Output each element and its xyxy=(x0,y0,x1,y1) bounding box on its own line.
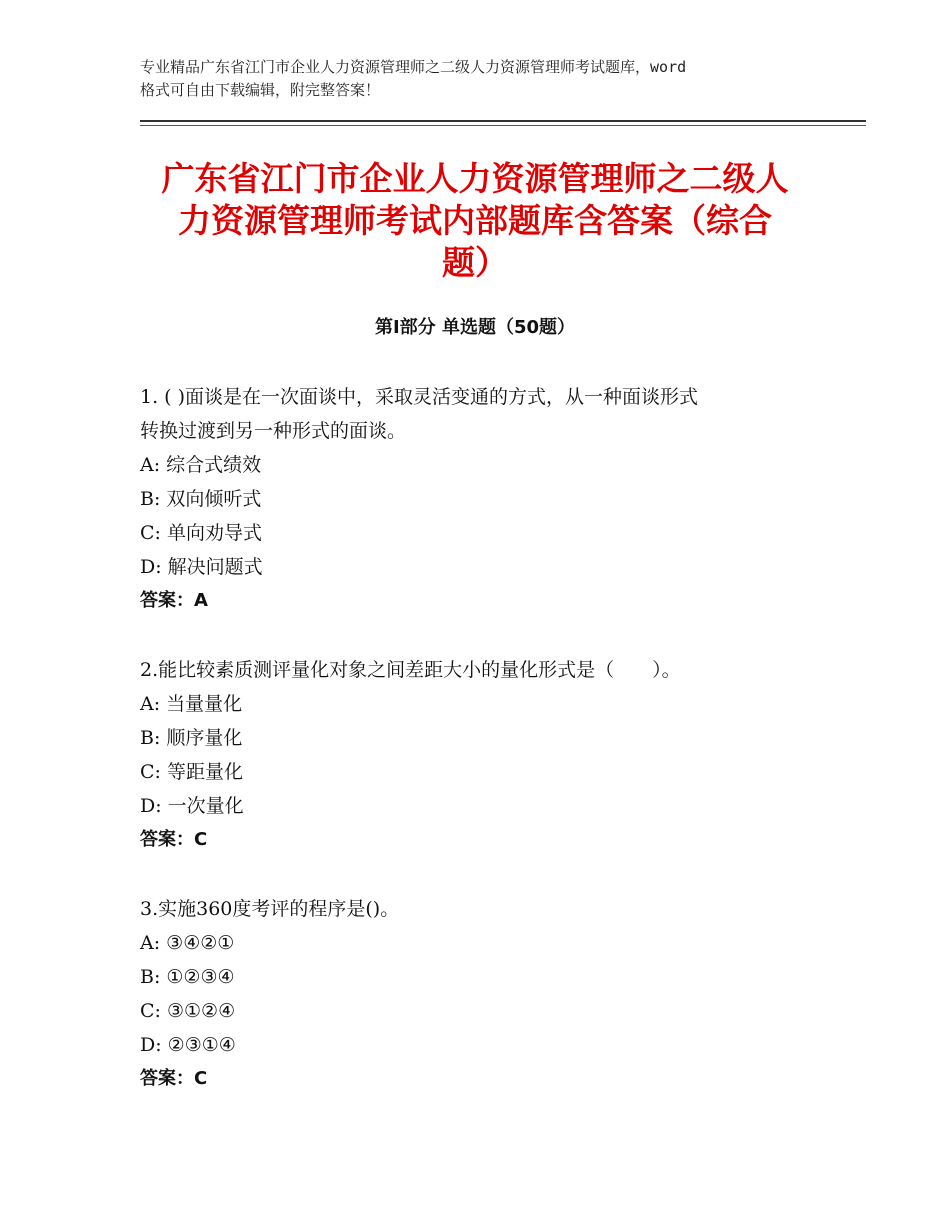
option-d: D: 解决问题式 xyxy=(140,556,263,578)
answer: 答案：A xyxy=(140,590,208,611)
question-2 xyxy=(140,653,820,857)
answer: 答案：C xyxy=(140,1068,208,1089)
option-b: B: ①②③④ xyxy=(140,966,235,988)
title-line: 题） xyxy=(442,243,508,282)
header-note-line: 专业精品广东省江门市企业人力资源管理师之二级人力资源管理师考试题库，word xyxy=(140,58,687,76)
option-c: C: 等距量化 xyxy=(140,761,243,783)
option-d: D: ②③①④ xyxy=(140,1034,236,1056)
answer: 答案：C xyxy=(140,829,208,850)
option-c: C: ③①②④ xyxy=(140,1000,236,1022)
question-stem: 转换过渡到另一种形式的面谈。 xyxy=(140,420,407,442)
option-a: A: 当量量化 xyxy=(140,693,243,715)
title-line: 力资源管理师考试内部题库含答案（综合 xyxy=(178,201,772,240)
section-title: 第Ⅰ部分 单选题（50题） xyxy=(374,317,575,338)
option-c: C: 单向劝导式 xyxy=(140,522,262,544)
header-note xyxy=(140,56,840,102)
option-a: A: 综合式绩效 xyxy=(140,454,262,476)
header-divider xyxy=(140,125,866,126)
header-note-line: 格式可自由下载编辑，附完整答案！ xyxy=(140,81,381,99)
header-divider xyxy=(140,120,866,122)
question-stem: 1. ( )面谈是在一次面谈中，采取灵活变通的方式，从一种面谈形式 xyxy=(140,386,699,408)
question-3 xyxy=(140,892,820,1096)
question-1 xyxy=(140,380,820,618)
question-stem: 3.实施360度考评的程序是()。 xyxy=(140,898,400,920)
option-b: B: 顺序量化 xyxy=(140,727,243,749)
document-title xyxy=(120,158,830,284)
option-b: B: 双向倾听式 xyxy=(140,488,262,510)
question-stem: 2.能比较素质测评量化对象之间差距大小的量化形式是（ ）。 xyxy=(140,659,681,681)
title-line: 广东省江门市企业人力资源管理师之二级人 xyxy=(161,159,789,198)
option-d: D: 一次量化 xyxy=(140,795,244,817)
option-a: A: ③④②① xyxy=(140,932,235,954)
